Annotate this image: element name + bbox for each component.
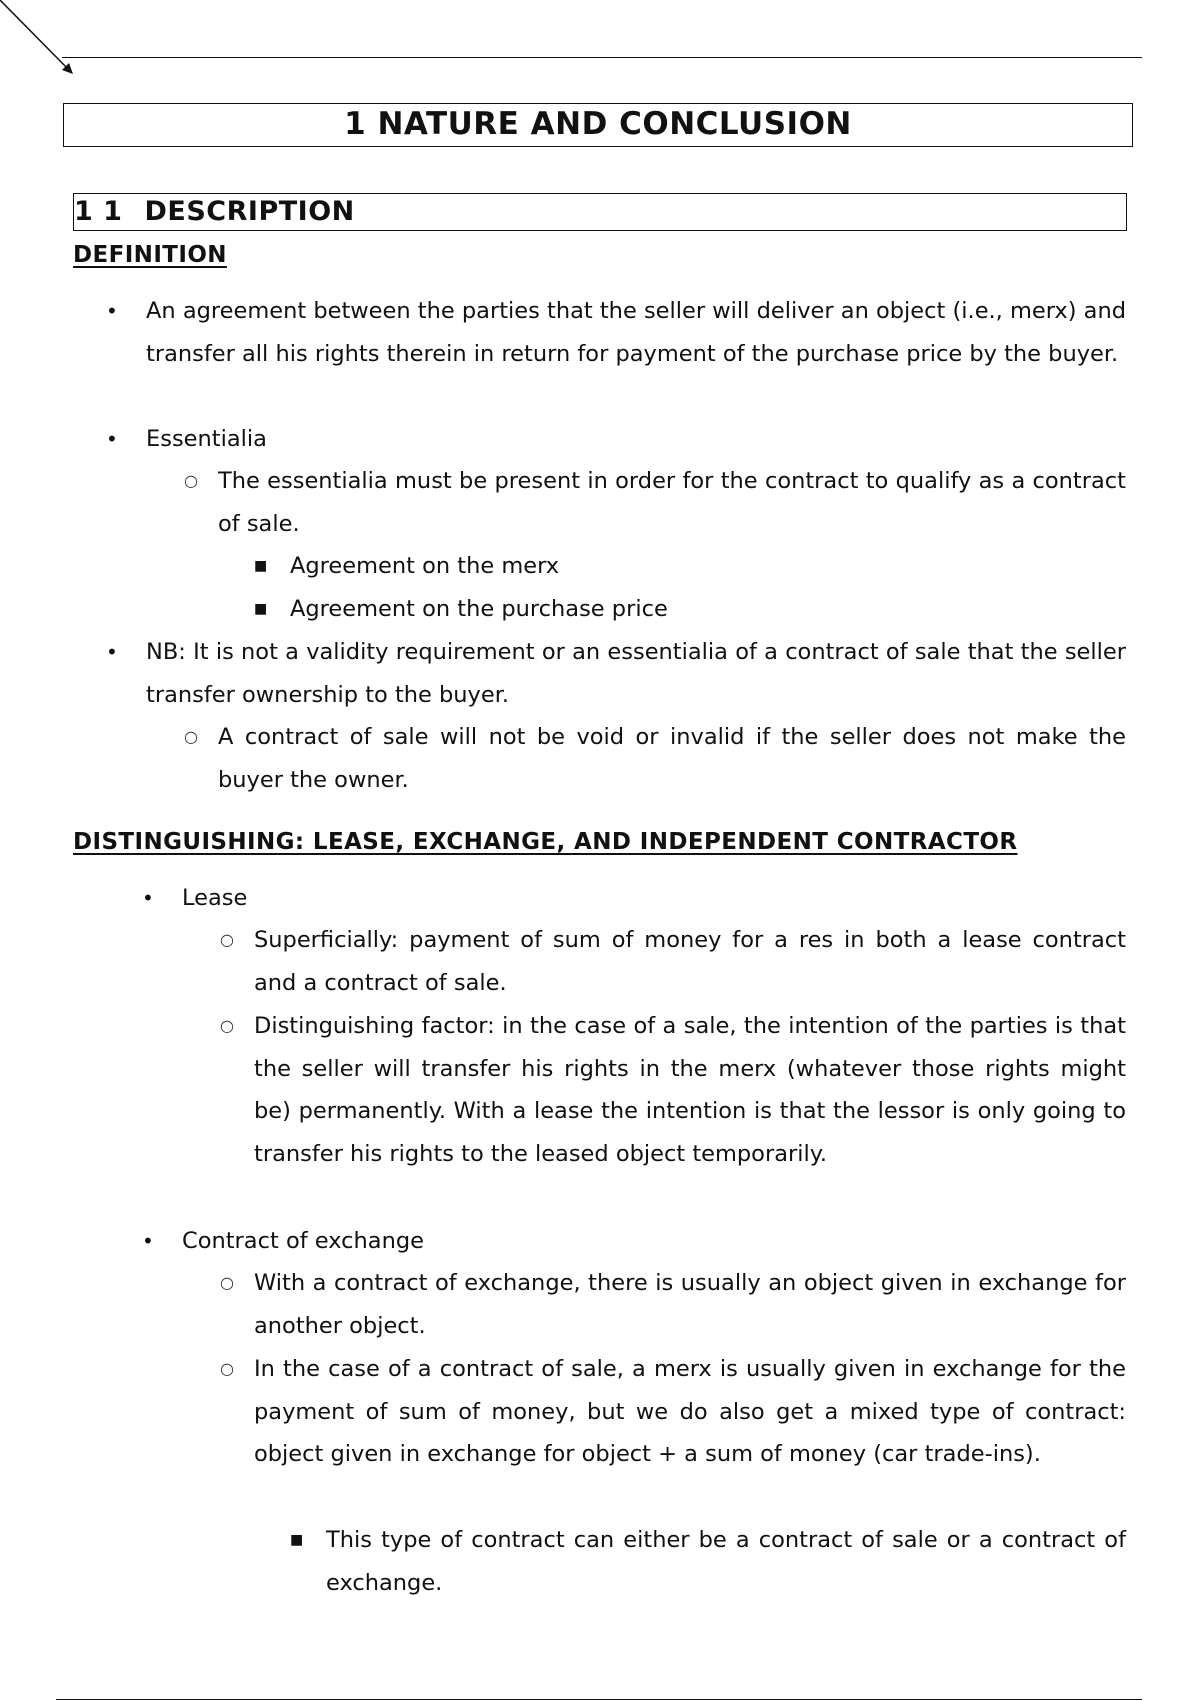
list-item: [220, 1005, 1126, 1175]
list-item: [106, 418, 1126, 461]
bullet-circle-icon: ○: [220, 930, 234, 949]
bullet-disc-icon: •: [106, 427, 118, 451]
list-item: [220, 1262, 1126, 1347]
bullet-circle-icon: ○: [220, 1359, 234, 1378]
bullet-disc-icon: •: [106, 299, 118, 323]
bullet-circle-icon: ○: [184, 727, 198, 746]
corner-arrow-icon: [0, 0, 80, 80]
bullet-disc-icon: •: [106, 640, 118, 664]
bullet-circle-icon: ○: [220, 1016, 234, 1035]
bullet-square-icon: ■: [254, 601, 268, 617]
list-item-text: Superficially: payment of sum of money for a res in both a lease contract and a contract of sale.: [254, 927, 1126, 996]
list-item: [106, 631, 1126, 716]
bullet-disc-icon: •: [142, 1229, 154, 1253]
list-item: [142, 1220, 1126, 1263]
bullet-disc-icon: •: [142, 886, 154, 910]
list-item-text: Agreement on the purchase price: [290, 596, 668, 622]
section-heading: [73, 193, 1127, 231]
list-item-text: NB: It is not a validity requirement or an essentialia of a contract of sale that the seller transfer ownership to the buyer.: [146, 639, 1126, 708]
list-item: [184, 716, 1126, 801]
bullet-circle-icon: ○: [184, 471, 198, 490]
list-item: [254, 588, 1126, 631]
list-item-text: Contract of exchange: [182, 1228, 424, 1254]
bullet-square-icon: ■: [254, 558, 268, 574]
definition-heading: DEFINITION: [73, 242, 227, 268]
chapter-title: 1 NATURE AND CONCLUSION: [63, 103, 1133, 147]
section-number: 1 1: [74, 196, 123, 227]
list-item-text: With a contract of exchange, there is usually an object given in exchange for another object.: [254, 1270, 1126, 1339]
list-item-text: An agreement between the parties that the seller will deliver an object (i.e., merx) and transfer all his rights therein in return for payment of the purchase price by the buyer.: [146, 298, 1126, 367]
list-item-text: Distinguishing factor: in the case of a sale, the intention of the parties is that the seller will transfer his rights in the merx (whatever those rights might be) permanently. With a lease the intention is that the lessor is only going to transfer his rights to the leased object temporarily.: [254, 1013, 1126, 1167]
distinguishing-heading: DISTINGUISHING: LEASE, EXCHANGE, AND INDEPENDENT CONTRACTOR: [73, 829, 1018, 855]
list-item-text: Essentialia: [146, 426, 267, 452]
section-title: DESCRIPTION: [144, 196, 355, 227]
list-item-text: This type of contract can either be a contract of sale or a contract of exchange.: [326, 1527, 1126, 1596]
list-item: [220, 919, 1126, 1004]
list-item-text: Agreement on the merx: [290, 553, 560, 579]
bullet-circle-icon: ○: [220, 1273, 234, 1292]
list-item: [142, 877, 1126, 920]
list-item-text: A contract of sale will not be void or invalid if the seller does not make the buyer the owner.: [218, 724, 1126, 793]
bullet-square-icon: ■: [290, 1532, 304, 1548]
list-item: [184, 460, 1126, 545]
list-item: [290, 1519, 1126, 1604]
list-item-text: Lease: [182, 885, 248, 911]
list-item: [220, 1348, 1126, 1476]
list-item: [106, 290, 1126, 375]
list-item: [254, 545, 1126, 588]
list-item-text: The essentialia must be present in order for the contract to qualify as a contract of sale.: [218, 468, 1126, 537]
header-rule: [62, 57, 1142, 58]
list-item-text: In the case of a contract of sale, a merx is usually given in exchange for the payment of sum of money, but we do also get a mixed type of contract: object given in exchange for object + a sum of money (car trade-ins).: [254, 1356, 1126, 1467]
